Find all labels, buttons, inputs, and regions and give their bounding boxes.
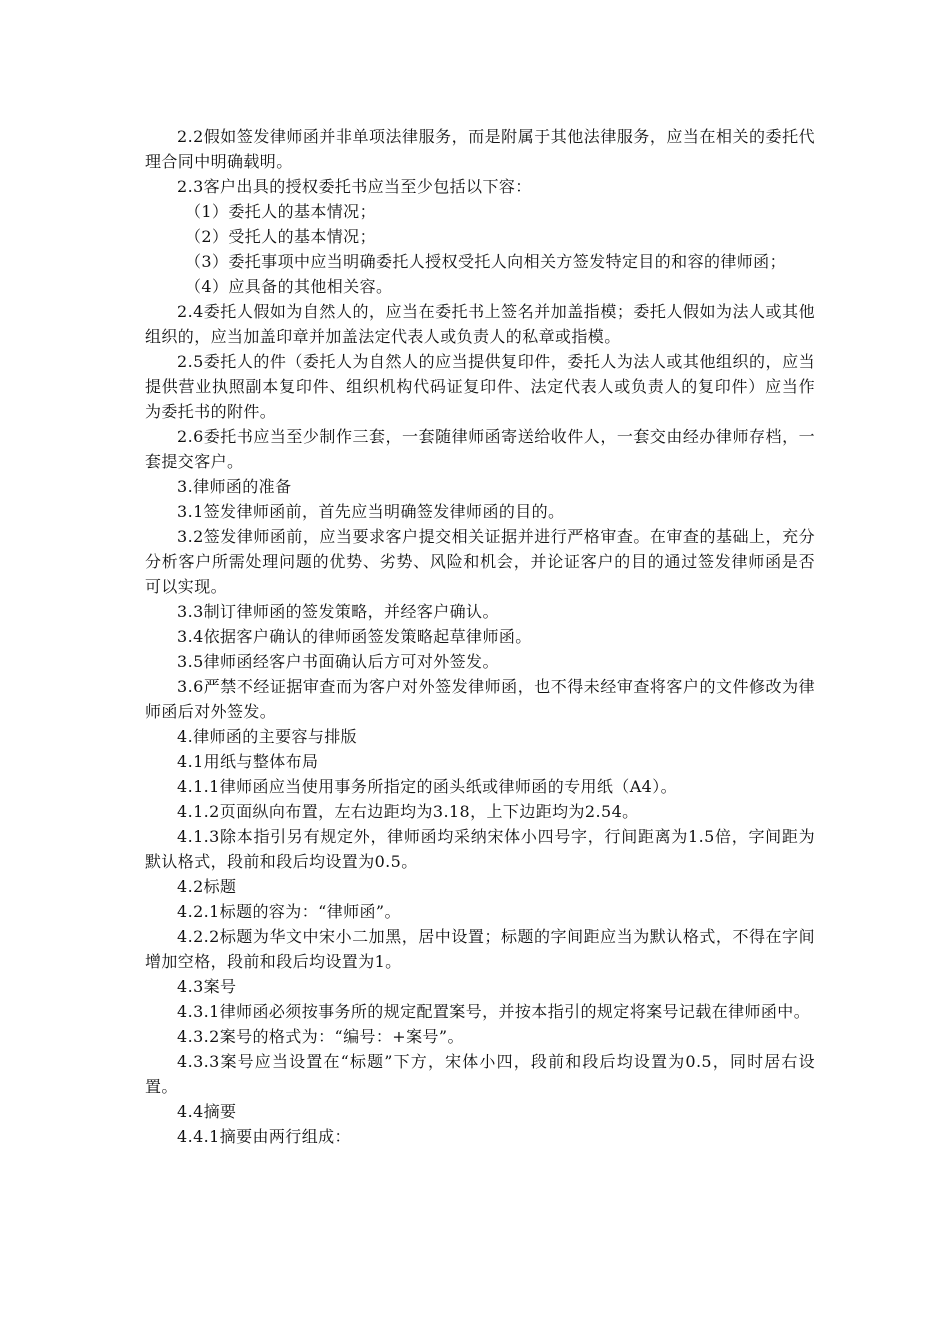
list-item: （2）受托人的基本情况； [185,227,376,246]
paragraph: 2.2假如签发律师函并非单项法律服务，而是附属于其他法律服务，应当在相关的委托代理合同中明确载明。 [145,127,815,171]
paragraph: 3.4依据客户确认的律师函签发策略起草律师函。 [177,627,532,646]
list-item: （3）委托事项中应当明确委托人授权受托人向相关方签发特定目的和容的律师函； [185,252,786,271]
paragraph: 2.6委托书应当至少制作三套，一套随律师函寄送给收件人，一套交由经办律师存档，一套提交客户。 [145,427,815,471]
paragraph: 3.1签发律师函前，首先应当明确签发律师函的目的。 [177,502,565,521]
paragraph: 4.2.1标题的容为：“律师函”。 [177,902,401,921]
paragraph: 4.2.2标题为华文中宋小二加黑，居中设置；标题的字间距应当为默认格式，不得在字间增加空格，段前和段后均设置为1。 [145,927,815,971]
paragraph: 4.1.1律师函应当使用事务所指定的函头纸或律师函的专用纸（A4）。 [177,777,678,796]
list-item: （4）应具备的其他相关容。 [185,277,393,296]
paragraph: 4.2标题 [177,877,237,896]
paragraph: 4.3案号 [177,977,237,996]
paragraph: 2.5委托人的件（委托人为自然人的应当提供复印件，委托人为法人或其他组织的，应当提供营业执照副本复印件、组织机构代码证复印件、法定代表人或负责人的复印件）应当作为委托书的附件。 [145,352,815,421]
paragraph: 3.3制订律师函的签发策略，并经客户确认。 [177,602,499,621]
paragraph: 3.6严禁不经证据审查而为客户对外签发律师函，也不得未经审查将客户的文件修改为律师函后对外签发。 [145,677,815,721]
list-item: （1）委托人的基本情况； [185,202,376,221]
paragraph: 4.4摘要 [177,1102,237,1121]
paragraph: 4.律师函的主要容与排版 [177,727,358,746]
paragraph: 4.1用纸与整体布局 [177,752,319,771]
paragraph: 4.3.3案号应当设置在“标题”下方，宋体小四，段前和段后均设置为0.5，同时居右设置。 [145,1052,815,1096]
paragraph: 4.1.2页面纵向布置，左右边距均为3.18，上下边距均为2.54。 [177,802,639,821]
paragraph: 4.4.1摘要由两行组成： [177,1127,351,1146]
paragraph: 3.2签发律师函前，应当要求客户提交相关证据并进行严格审查。在审查的基础上，充分分析客户所需处理问题的优势、劣势、风险和机会，并论证客户的目的通过签发律师函是否可以实现。 [145,527,815,596]
paragraph: 2.4委托人假如为自然人的，应当在委托书上签名并加盖指模；委托人假如为法人或其他组织的，应当加盖印章并加盖法定代表人或负责人的私章或指模。 [145,302,815,346]
document-body [145,124,815,1149]
paragraph: 4.3.1律师函必须按事务所的规定配置案号，并按本指引的规定将案号记载在律师函中。 [177,1002,811,1021]
paragraph: 3.律师函的准备 [177,477,292,496]
paragraph: 4.1.3除本指引另有规定外，律师函均采纳宋体小四号字，行间距离为1.5倍，字间距为默认格式，段前和段后均设置为0.5。 [145,827,815,871]
paragraph: 4.3.2案号的格式为：“编号：+案号”。 [177,1027,464,1046]
paragraph: 3.5律师函经客户书面确认后方可对外签发。 [177,652,499,671]
paragraph: 2.3客户出具的授权委托书应当至少包括以下容： [177,177,532,196]
